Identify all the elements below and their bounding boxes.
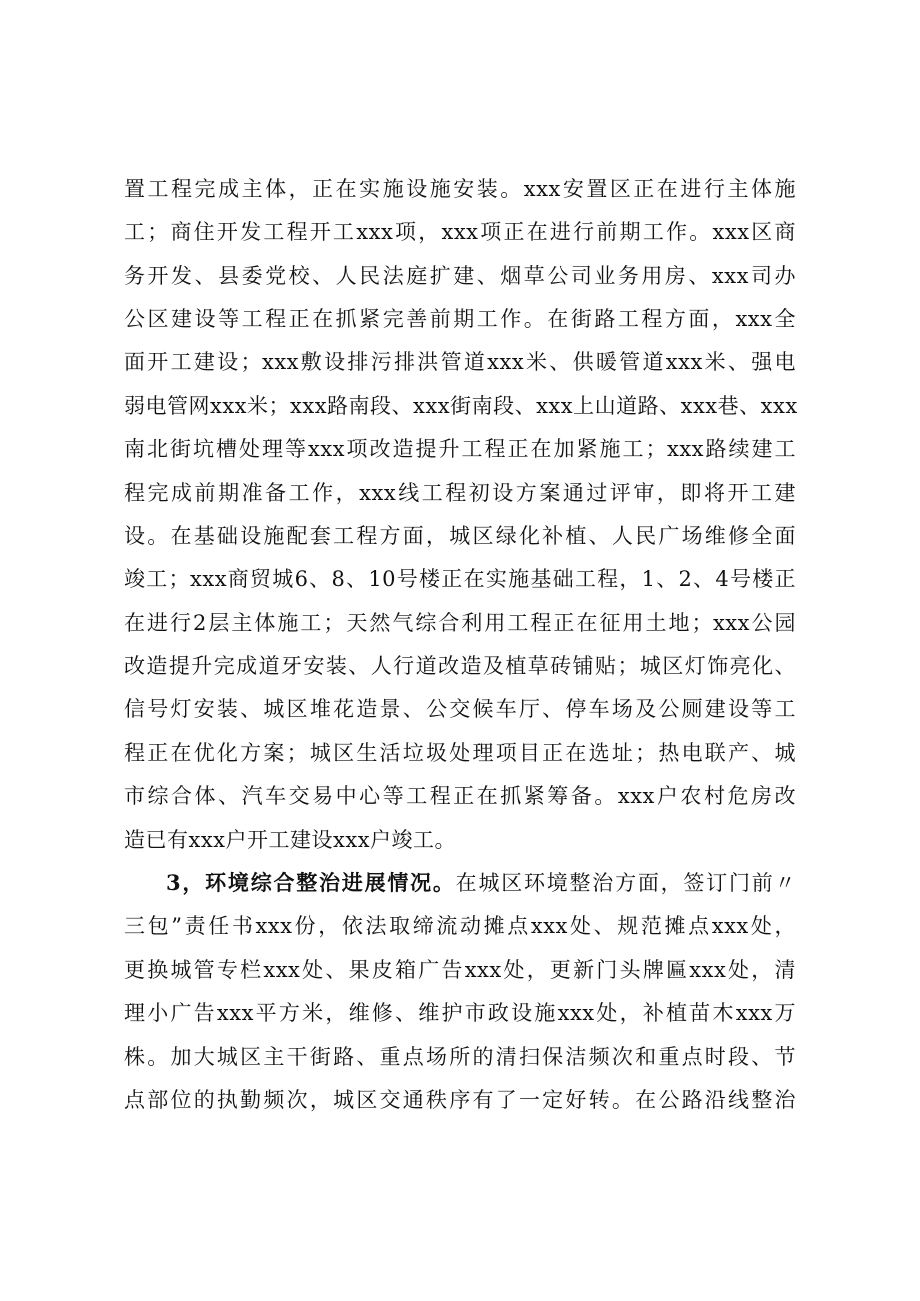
- paragraph-line: 公区建设等工程正在抓紧完善前期工作。在街路工程方面，xxx全: [124, 307, 796, 331]
- paragraph-line: 程正在优化方案；城区生活垃圾处理项目正在选址；热电联产、城: [124, 741, 796, 765]
- paragraph-line: 三包”责任书xxx份，依法取缔流动摊点xxx处、规范摊点xxx处，: [124, 914, 796, 938]
- paragraph-line: 市综合体、汽车交易中心等工程正在抓紧筹备。xxx户农村危房改: [124, 784, 796, 808]
- paragraph-line: 置工程完成主体，正在实施设施安装。xxx安置区正在进行主体施: [124, 177, 796, 201]
- paragraph-line: 设。在基础设施配套工程方面，城区绿化补植、人民广场维修全面: [124, 524, 796, 548]
- paragraph-line: 在进行2层主体施工；天然气综合利用工程正在征用土地；xxx公园: [124, 611, 796, 635]
- paragraph-line: 株。加大城区主干街路、重点场所的清扫保洁频次和重点时段、节: [124, 1045, 796, 1069]
- paragraph-line: 更换城管专栏xxx处、果皮箱广告xxx处，更新门头牌匾xxx处，清: [124, 958, 796, 982]
- paragraph-line: 南北街坑槽处理等xxx项改造提升工程正在加紧施工；xxx路续建工: [124, 437, 796, 461]
- paragraph-line: 信号灯安装、城区堆花造景、公交候车厅、停车场及公厕建设等工: [124, 697, 796, 721]
- paragraph-line: 弱电管网xxx米；xxx路南段、xxx街南段、xxx上山道路、xxx巷、xxx: [124, 394, 798, 418]
- section-heading-line: [166, 868, 796, 898]
- paragraph-line: 理小广告xxx平方米，维修、维护市政设施xxx处，补植苗木xxx万: [124, 1001, 796, 1025]
- paragraph-line: 程完成前期准备工作，xxx线工程初设方案通过评审，即将开工建: [124, 481, 796, 505]
- paragraph-line: 改造提升完成道牙安装、人行道改造及植草砖铺贴；城区灯饰亮化、: [124, 654, 796, 678]
- paragraph-line: 点部位的执勤频次，城区交通秩序有了一定好转。在公路沿线整治: [124, 1088, 796, 1112]
- paragraph-line: 工；商住开发工程开工xxx项，xxx项正在进行前期工作。xxx区商: [124, 220, 796, 244]
- paragraph-line: 务开发、县委党校、人民法庭扩建、烟草公司业务用房、xxx司办: [124, 264, 796, 288]
- section-heading-rest: 在城区环境整治方面，签订门前〃: [455, 871, 796, 895]
- paragraph-line: 面开工建设；xxx敷设排污排洪管道xxx米、供暖管道xxx米、强电: [124, 350, 796, 374]
- section-heading: 3，环境综合整治进展情况。: [166, 870, 456, 895]
- paragraph-line: 竣工；xxx商贸城6、8、10号楼正在实施基础工程，1、2、4号楼正: [124, 567, 796, 591]
- paragraph-line: 造已有xxx户开工建设xxx户竣工。: [124, 828, 457, 852]
